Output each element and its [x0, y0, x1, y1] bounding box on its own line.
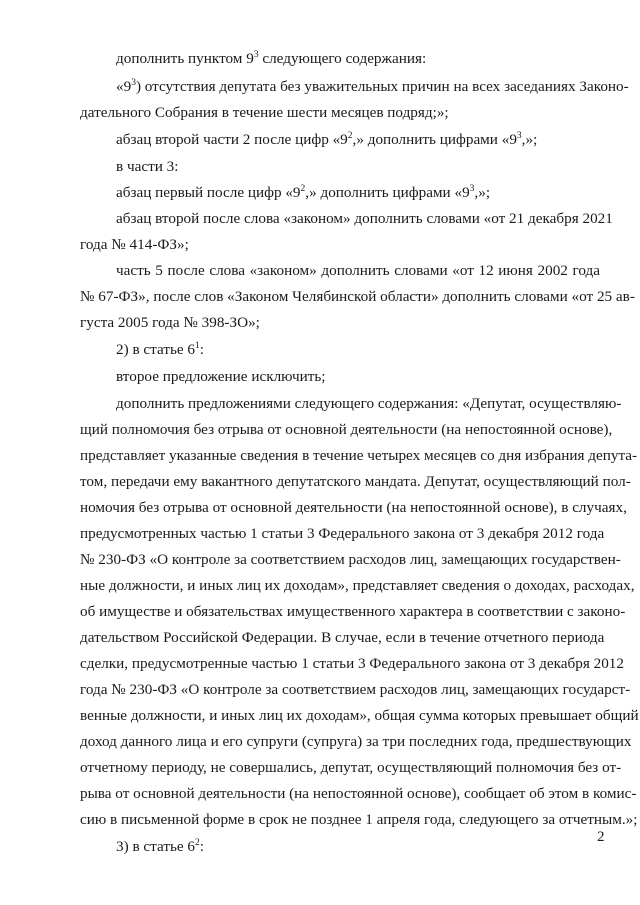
text-line: дополнить пунктом $9^3$ следующего содержания:: [116, 50, 427, 67]
text-line: доход данного лица и его супруги (супруга) за три последних года, предшествующих: [80, 733, 632, 750]
text-line: «$9^3$) отсутствия депутата без уважительных причин на всех заседаниях Законо-: [116, 78, 629, 95]
text-line: 2) в статье $6^1$:: [116, 341, 205, 358]
text-line: густа 2005 года № 398-ЗО»;: [80, 314, 260, 331]
text-line: дательного Собрания в течение шести месяцев подряд;»;: [80, 104, 449, 121]
text-line: сделки, предусмотренные частью 1 статьи 3 Федерального закона от 3 декабря 2012: [80, 655, 624, 672]
text-line: № 230-ФЗ «О контроле за соответствием расходов лиц, замещающих государствен-: [80, 551, 621, 568]
text-line: щий полномочия без отрыва от основной деятельности (на непостоянной основе),: [80, 421, 613, 438]
text-line: № 67-ФЗ», после слов «Законом Челябинской области» дополнить словами «от 25 ав-: [80, 288, 635, 305]
text-line: венные должности, и иных лиц их доходам», общая сумма которых превышает общий: [80, 707, 639, 724]
text-line: дополнить предложениями следующего содержания: «Депутат, осуществляю-: [116, 395, 622, 412]
text-line: абзац второй после слова «законом» дополнить словами «от 21 декабря 2021: [116, 210, 613, 227]
text-line: в части 3:: [116, 158, 179, 175]
text-line: года № 414-ФЗ»;: [80, 236, 189, 253]
text-line: отчетному периоду, не совершались, депутат, осуществляющий полномочия без от-: [80, 759, 622, 776]
text-line: номочия без отрыва от основной деятельности (на непостоянной основе), в случаях,: [80, 499, 627, 516]
text-line: сию в письменной форме в срок не позднее 1 апреля года, следующего за отчетным.»;: [80, 811, 638, 828]
text-line: том, передачи ему вакантного депутатского мандата. Депутат, осуществляющий пол-: [80, 473, 631, 490]
text-line: 3) в статье $6^2$:: [116, 838, 205, 855]
text-line: предусмотренных частью 1 статьи 3 Федерального закона от 3 декабря 2012 года: [80, 525, 605, 542]
text-line: второе предложение исключить;: [116, 368, 326, 385]
page-number: 2: [597, 829, 605, 845]
text-line: абзац второй части 2 после цифр «$9^2$,» дополнить цифрами «$9^3$,»;: [116, 131, 538, 148]
text-line: часть 5 после слова «законом» дополнить словами «от 12 июня 2002 года: [116, 262, 600, 279]
text-line: ные должности, и иных лиц их доходам», представляет сведения о доходах, расходах,: [80, 577, 635, 594]
text-line: дательством Российской Федерации. В случае, если в течение отчетного периода: [80, 629, 605, 646]
text-line: года № 230-ФЗ «О контроле за соответствием расходов лиц, замещающих государст-: [80, 681, 631, 698]
text-line: рыва от основной деятельности (на непостоянной основе), сообщает об этом в комис-: [80, 785, 637, 802]
text-line: об имуществе и обязательствах имущественного характера в соответствии с законо-: [80, 603, 626, 620]
text-line: представляет указанные сведения в течение четырех месяцев со дня избрания депута-: [80, 447, 638, 464]
text-line: абзац первый после цифр «$9^2$,» дополнить цифрами «$9^3$,»;: [116, 184, 491, 201]
